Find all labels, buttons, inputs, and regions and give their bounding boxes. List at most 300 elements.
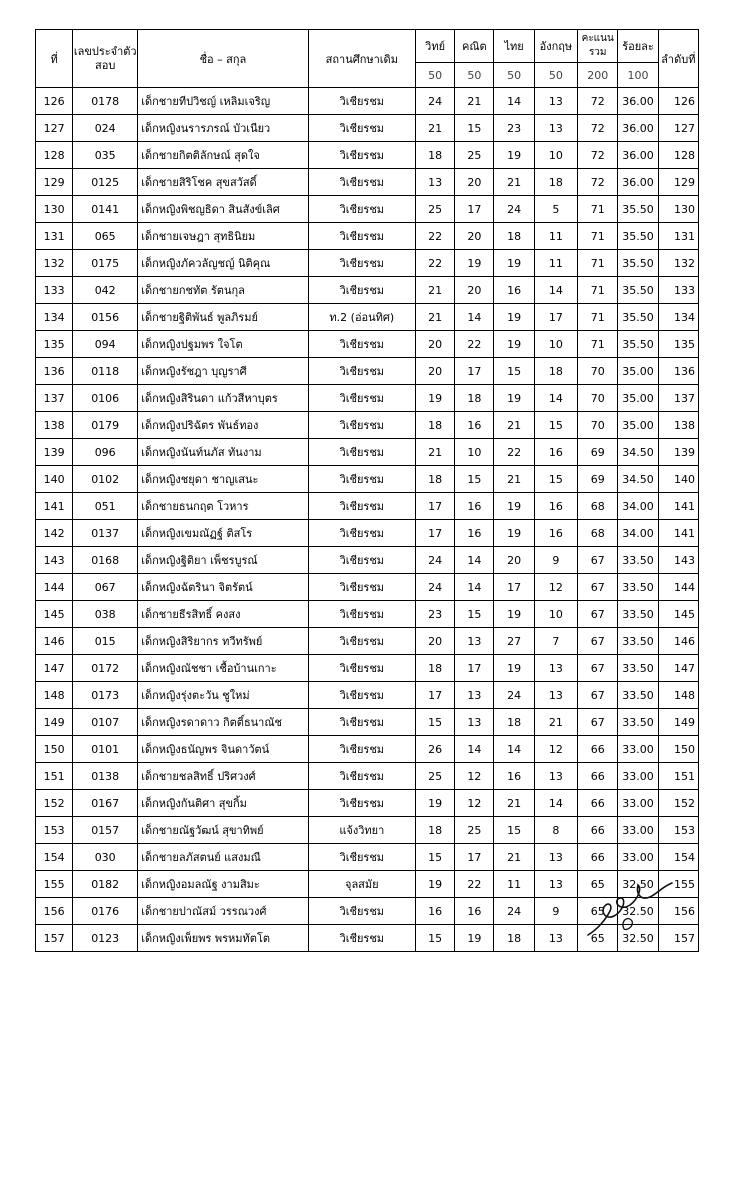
row-no: 151 <box>36 763 73 790</box>
score-percent: 34.50 <box>618 466 658 493</box>
score-english: 13 <box>534 844 577 871</box>
score-science: 25 <box>416 196 455 223</box>
header-total-line1: คะแนน <box>581 33 614 44</box>
table-row <box>36 250 699 277</box>
score-science: 17 <box>416 520 455 547</box>
score-total: 72 <box>578 169 618 196</box>
score-total: 67 <box>578 574 618 601</box>
table-row <box>36 88 699 115</box>
row-no: 144 <box>36 574 73 601</box>
table-row <box>36 169 699 196</box>
score-science: 19 <box>416 871 455 898</box>
score-percent: 35.50 <box>618 196 658 223</box>
student-name: เด็กหญิงสิริยากร ทวีทรัพย์ <box>138 628 308 655</box>
row-no: 136 <box>36 358 73 385</box>
score-english: 11 <box>534 250 577 277</box>
score-percent: 33.50 <box>618 547 658 574</box>
score-thai: 27 <box>494 628 534 655</box>
score-thai: 24 <box>494 196 534 223</box>
rank: 145 <box>658 601 698 628</box>
score-percent: 33.50 <box>618 655 658 682</box>
score-science: 13 <box>416 169 455 196</box>
table-row <box>36 142 699 169</box>
header-total <box>578 30 618 63</box>
score-math: 13 <box>455 628 494 655</box>
score-thai: 23 <box>494 115 534 142</box>
score-total: 71 <box>578 277 618 304</box>
row-no: 152 <box>36 790 73 817</box>
score-thai: 16 <box>494 277 534 304</box>
table-row <box>36 844 699 871</box>
table-row <box>36 493 699 520</box>
score-english: 5 <box>534 196 577 223</box>
rank: 136 <box>658 358 698 385</box>
score-science: 24 <box>416 574 455 601</box>
score-total: 70 <box>578 385 618 412</box>
rank: 146 <box>658 628 698 655</box>
score-percent: 36.00 <box>618 88 658 115</box>
rank: 139 <box>658 439 698 466</box>
exam-id: 024 <box>73 115 138 142</box>
score-english: 9 <box>534 898 577 925</box>
rank: 141 <box>658 493 698 520</box>
header-math: คณิต <box>455 30 494 63</box>
score-thai: 19 <box>494 493 534 520</box>
school: วิเชียรชม <box>308 277 415 304</box>
table-row <box>36 817 699 844</box>
score-science: 20 <box>416 628 455 655</box>
row-no: 148 <box>36 682 73 709</box>
school: ท.2 (อ่อนทิศ) <box>308 304 415 331</box>
score-english: 16 <box>534 520 577 547</box>
table-row <box>36 574 699 601</box>
score-math: 13 <box>455 709 494 736</box>
school: วิเชียรชม <box>308 115 415 142</box>
school: วิเชียรชม <box>308 331 415 358</box>
score-science: 17 <box>416 682 455 709</box>
score-science: 18 <box>416 466 455 493</box>
score-total: 66 <box>578 763 618 790</box>
rank: 141 <box>658 520 698 547</box>
score-percent: 35.50 <box>618 250 658 277</box>
score-english: 14 <box>534 277 577 304</box>
score-total: 67 <box>578 601 618 628</box>
score-thai: 21 <box>494 169 534 196</box>
rank: 150 <box>658 736 698 763</box>
score-science: 22 <box>416 250 455 277</box>
row-no: 153 <box>36 817 73 844</box>
school: วิเชียรชม <box>308 574 415 601</box>
school: วิเชียรชม <box>308 439 415 466</box>
table-row <box>36 925 699 952</box>
exam-id: 035 <box>73 142 138 169</box>
max-math: 50 <box>455 63 494 88</box>
exam-id: 0156 <box>73 304 138 331</box>
exam-id: 0107 <box>73 709 138 736</box>
row-no: 131 <box>36 223 73 250</box>
score-percent: 32.50 <box>618 871 658 898</box>
rank: 156 <box>658 898 698 925</box>
table-row <box>36 520 699 547</box>
school: วิเชียรชม <box>308 196 415 223</box>
score-math: 12 <box>455 790 494 817</box>
score-percent: 35.50 <box>618 223 658 250</box>
school: วิเชียรชม <box>308 763 415 790</box>
score-thai: 24 <box>494 682 534 709</box>
student-name: เด็กชายธนกฤต โวหาร <box>138 493 308 520</box>
exam-id: 096 <box>73 439 138 466</box>
exam-id: 051 <box>73 493 138 520</box>
rank: 149 <box>658 709 698 736</box>
school: วิเชียรชม <box>308 412 415 439</box>
row-no: 146 <box>36 628 73 655</box>
score-thai: 14 <box>494 88 534 115</box>
row-no: 138 <box>36 412 73 439</box>
row-no: 128 <box>36 142 73 169</box>
score-total: 67 <box>578 628 618 655</box>
exam-id: 0167 <box>73 790 138 817</box>
school: วิเชียรชม <box>308 601 415 628</box>
score-percent: 33.00 <box>618 736 658 763</box>
rank: 148 <box>658 682 698 709</box>
score-english: 18 <box>534 169 577 196</box>
score-math: 22 <box>455 331 494 358</box>
school: วิเชียรชม <box>308 466 415 493</box>
score-science: 20 <box>416 331 455 358</box>
score-total: 71 <box>578 250 618 277</box>
row-no: 156 <box>36 898 73 925</box>
score-thai: 16 <box>494 763 534 790</box>
header-percent: ร้อยละ <box>618 30 658 63</box>
header-thai: ไทย <box>494 30 534 63</box>
table-row <box>36 709 699 736</box>
score-total: 67 <box>578 682 618 709</box>
student-name: เด็กชายฐิติพันธ์ พูลภิรมย์ <box>138 304 308 331</box>
score-science: 18 <box>416 412 455 439</box>
exam-id: 0176 <box>73 898 138 925</box>
score-thai: 18 <box>494 925 534 952</box>
student-name: เด็กหญิงกันติศา สุขกิ้ม <box>138 790 308 817</box>
score-percent: 33.50 <box>618 682 658 709</box>
rank: 138 <box>658 412 698 439</box>
score-total: 67 <box>578 547 618 574</box>
exam-id: 0182 <box>73 871 138 898</box>
table-row <box>36 385 699 412</box>
rank: 154 <box>658 844 698 871</box>
rank: 157 <box>658 925 698 952</box>
score-total: 71 <box>578 304 618 331</box>
school: แจ้งวิทยา <box>308 817 415 844</box>
score-math: 20 <box>455 169 494 196</box>
student-name: เด็กหญิงสิรินดา แก้วสีหาบุตร <box>138 385 308 412</box>
score-thai: 20 <box>494 547 534 574</box>
score-math: 14 <box>455 304 494 331</box>
score-percent: 36.00 <box>618 142 658 169</box>
score-percent: 35.00 <box>618 385 658 412</box>
score-percent: 34.00 <box>618 493 658 520</box>
score-total: 71 <box>578 196 618 223</box>
score-thai: 22 <box>494 439 534 466</box>
exam-id: 0172 <box>73 655 138 682</box>
score-percent: 33.00 <box>618 763 658 790</box>
school: วิเชียรชม <box>308 385 415 412</box>
table-row <box>36 871 699 898</box>
student-name: เด็กหญิงณัชชา เชื้อบ้านเกาะ <box>138 655 308 682</box>
score-percent: 35.00 <box>618 412 658 439</box>
score-percent: 35.50 <box>618 304 658 331</box>
score-math: 16 <box>455 412 494 439</box>
score-total: 68 <box>578 520 618 547</box>
score-science: 18 <box>416 817 455 844</box>
score-percent: 32.50 <box>618 898 658 925</box>
score-english: 13 <box>534 925 577 952</box>
score-math: 16 <box>455 493 494 520</box>
score-percent: 35.00 <box>618 358 658 385</box>
score-math: 21 <box>455 88 494 115</box>
school: วิเชียรชม <box>308 520 415 547</box>
score-thai: 19 <box>494 250 534 277</box>
score-percent: 35.50 <box>618 331 658 358</box>
score-math: 16 <box>455 520 494 547</box>
student-name: เด็กหญิงปฐมพร ใจโต <box>138 331 308 358</box>
score-total: 72 <box>578 142 618 169</box>
max-total: 200 <box>578 63 618 88</box>
score-math: 14 <box>455 736 494 763</box>
table-row <box>36 763 699 790</box>
score-percent: 36.00 <box>618 115 658 142</box>
score-math: 14 <box>455 547 494 574</box>
exam-id: 065 <box>73 223 138 250</box>
score-table <box>35 29 699 952</box>
school: วิเชียรชม <box>308 142 415 169</box>
score-science: 26 <box>416 736 455 763</box>
score-thai: 19 <box>494 304 534 331</box>
student-name: เด็กชายชลสิทธิ์ ปริศวงศ์ <box>138 763 308 790</box>
school: วิเชียรชม <box>308 709 415 736</box>
header-no: ที่ <box>36 30 73 88</box>
student-name: เด็กหญิงเพ็ยพร พรหมทัตโต <box>138 925 308 952</box>
table-row <box>36 601 699 628</box>
score-english: 11 <box>534 223 577 250</box>
score-science: 18 <box>416 142 455 169</box>
header-school: สถานศึกษาเดิม <box>308 30 415 88</box>
student-name: เด็กชายสิริโชค สุขสวัสดิ์ <box>138 169 308 196</box>
score-english: 12 <box>534 736 577 763</box>
student-name: เด็กชายกชทัต รัตนกุล <box>138 277 308 304</box>
score-total: 66 <box>578 817 618 844</box>
score-english: 14 <box>534 385 577 412</box>
score-english: 14 <box>534 790 577 817</box>
school: วิเชียรชม <box>308 88 415 115</box>
max-science: 50 <box>416 63 455 88</box>
row-no: 132 <box>36 250 73 277</box>
student-name: เด็กหญิงรุ่งตะวัน ชูใหม่ <box>138 682 308 709</box>
exam-id: 0106 <box>73 385 138 412</box>
score-total: 66 <box>578 790 618 817</box>
rank: 147 <box>658 655 698 682</box>
student-name: เด็กชายธีรสิทธิ์ คงสง <box>138 601 308 628</box>
score-science: 16 <box>416 898 455 925</box>
score-percent: 34.00 <box>618 520 658 547</box>
score-total: 65 <box>578 925 618 952</box>
score-science: 23 <box>416 601 455 628</box>
student-name: เด็กชายกิตติลักษณ์ สุดใจ <box>138 142 308 169</box>
score-math: 20 <box>455 223 494 250</box>
score-science: 15 <box>416 925 455 952</box>
row-no: 134 <box>36 304 73 331</box>
score-science: 21 <box>416 439 455 466</box>
score-thai: 18 <box>494 223 534 250</box>
score-english: 10 <box>534 601 577 628</box>
school: วิเชียรชม <box>308 169 415 196</box>
student-name: เด็กชายปาณัสม์ วรรณวงศ์ <box>138 898 308 925</box>
rank: 144 <box>658 574 698 601</box>
score-science: 25 <box>416 763 455 790</box>
max-thai: 50 <box>494 63 534 88</box>
header-english: อังกฤษ <box>534 30 577 63</box>
score-english: 13 <box>534 88 577 115</box>
score-science: 24 <box>416 547 455 574</box>
student-name: เด็กหญิงชยุดา ชาญเสนะ <box>138 466 308 493</box>
score-science: 21 <box>416 115 455 142</box>
student-name: เด็กหญิงพิชญธิดา สินสังข์เลิศ <box>138 196 308 223</box>
score-total: 71 <box>578 223 618 250</box>
header-exam-id <box>73 30 138 88</box>
table-row <box>36 304 699 331</box>
score-english: 13 <box>534 871 577 898</box>
score-math: 19 <box>455 925 494 952</box>
rank: 127 <box>658 115 698 142</box>
row-no: 126 <box>36 88 73 115</box>
table-row <box>36 898 699 925</box>
header-exam-id-line2: สอบ <box>95 58 116 72</box>
school: วิเชียรชม <box>308 790 415 817</box>
score-english: 13 <box>534 763 577 790</box>
score-thai: 19 <box>494 655 534 682</box>
score-percent: 33.50 <box>618 574 658 601</box>
exam-id: 0175 <box>73 250 138 277</box>
exam-id: 067 <box>73 574 138 601</box>
score-math: 10 <box>455 439 494 466</box>
exam-id: 0157 <box>73 817 138 844</box>
rank: 151 <box>658 763 698 790</box>
score-english: 10 <box>534 331 577 358</box>
row-no: 155 <box>36 871 73 898</box>
row-no: 143 <box>36 547 73 574</box>
student-name: เด็กหญิงฉัตรินา จิตรัตน์ <box>138 574 308 601</box>
score-science: 15 <box>416 844 455 871</box>
exam-id: 0138 <box>73 763 138 790</box>
rank: 135 <box>658 331 698 358</box>
table-row <box>36 223 699 250</box>
rank: 131 <box>658 223 698 250</box>
score-percent: 34.50 <box>618 439 658 466</box>
student-name: เด็กหญิงฐิติยา เพ็ชรบูรณ์ <box>138 547 308 574</box>
score-english: 21 <box>534 709 577 736</box>
table-row <box>36 196 699 223</box>
score-math: 17 <box>455 844 494 871</box>
score-math: 16 <box>455 898 494 925</box>
score-math: 15 <box>455 601 494 628</box>
rank: 152 <box>658 790 698 817</box>
school: วิเชียรชม <box>308 925 415 952</box>
exam-id: 015 <box>73 628 138 655</box>
score-total: 65 <box>578 871 618 898</box>
score-math: 25 <box>455 142 494 169</box>
score-thai: 11 <box>494 871 534 898</box>
score-science: 19 <box>416 385 455 412</box>
score-english: 13 <box>534 115 577 142</box>
student-name: เด็กหญิงเขมณัฏฐ์ ติสโร <box>138 520 308 547</box>
score-thai: 21 <box>494 466 534 493</box>
score-total: 70 <box>578 358 618 385</box>
rank: 126 <box>658 88 698 115</box>
score-percent: 33.00 <box>618 817 658 844</box>
exam-id: 0137 <box>73 520 138 547</box>
score-percent: 33.00 <box>618 844 658 871</box>
rank: 143 <box>658 547 698 574</box>
table-row <box>36 277 699 304</box>
row-no: 135 <box>36 331 73 358</box>
score-math: 20 <box>455 277 494 304</box>
score-total: 66 <box>578 844 618 871</box>
exam-id: 0168 <box>73 547 138 574</box>
score-math: 14 <box>455 574 494 601</box>
score-thai: 19 <box>494 601 534 628</box>
student-name: เด็กหญิงรดาดาว กิตติ์ธนาณัช <box>138 709 308 736</box>
school: วิเชียรชม <box>308 628 415 655</box>
score-percent: 36.00 <box>618 169 658 196</box>
score-science: 17 <box>416 493 455 520</box>
exam-id: 0141 <box>73 196 138 223</box>
score-math: 19 <box>455 250 494 277</box>
rank: 132 <box>658 250 698 277</box>
table-row <box>36 628 699 655</box>
score-thai: 15 <box>494 817 534 844</box>
rank: 129 <box>658 169 698 196</box>
school: วิเชียรชม <box>308 682 415 709</box>
rank: 134 <box>658 304 698 331</box>
exam-id: 038 <box>73 601 138 628</box>
row-no: 147 <box>36 655 73 682</box>
score-english: 18 <box>534 358 577 385</box>
row-no: 141 <box>36 493 73 520</box>
school: วิเชียรชม <box>308 493 415 520</box>
header-exam-id-line1: เลขประจำตัว <box>73 44 137 58</box>
table-row <box>36 736 699 763</box>
table-row <box>36 115 699 142</box>
table-row <box>36 547 699 574</box>
table-row <box>36 358 699 385</box>
score-percent: 33.00 <box>618 790 658 817</box>
row-no: 127 <box>36 115 73 142</box>
score-science: 15 <box>416 709 455 736</box>
table-row <box>36 790 699 817</box>
rank: 130 <box>658 196 698 223</box>
score-percent: 33.50 <box>618 628 658 655</box>
score-english: 9 <box>534 547 577 574</box>
row-no: 139 <box>36 439 73 466</box>
score-english: 16 <box>534 493 577 520</box>
rank: 128 <box>658 142 698 169</box>
header-rank: ลำดับที่ <box>658 30 698 88</box>
school: วิเชียรชม <box>308 223 415 250</box>
table-row <box>36 331 699 358</box>
score-math: 17 <box>455 196 494 223</box>
school: วิเชียรชม <box>308 547 415 574</box>
score-percent: 32.50 <box>618 925 658 952</box>
row-no: 149 <box>36 709 73 736</box>
